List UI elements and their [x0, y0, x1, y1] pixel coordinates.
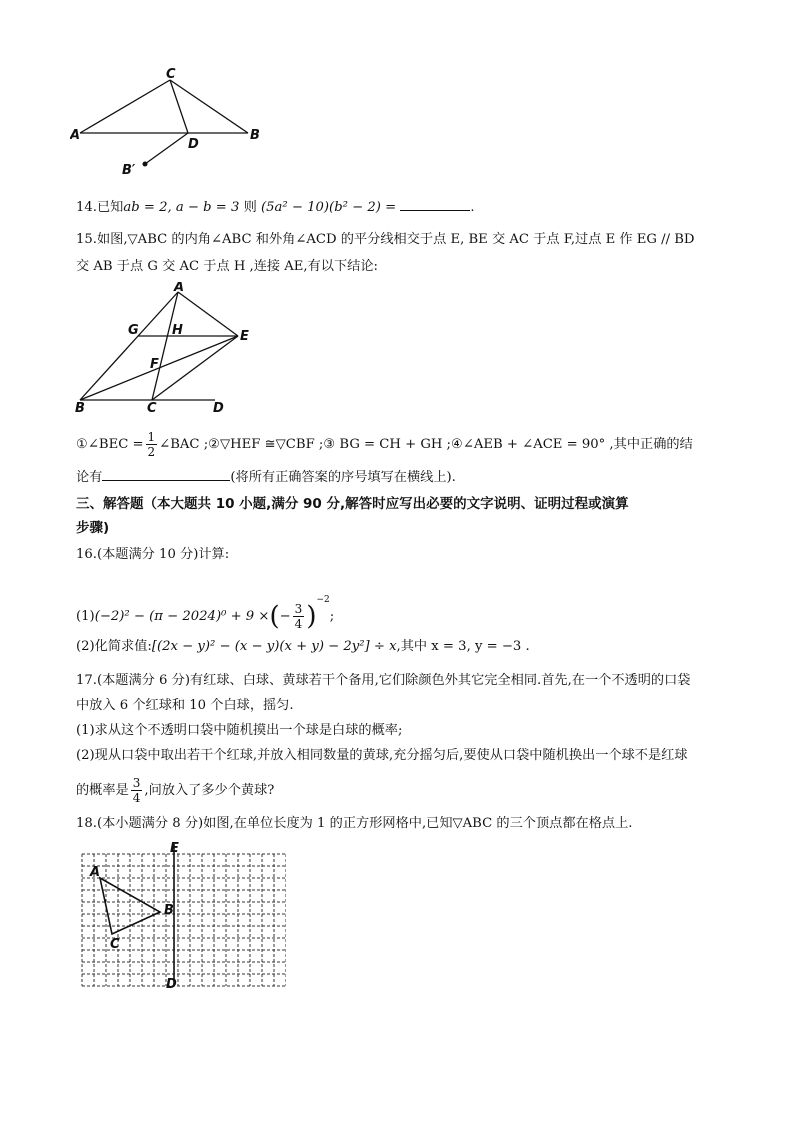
question-16-part2: (2)化简求值:[(2x − y)² − (x − y)(x + y) − 2y²] ÷ x,其中 x = 3, y = −3 . — [76, 639, 530, 654]
label-b: B — [75, 401, 85, 414]
label-c: C — [147, 401, 157, 414]
question-16-title: 16.(本题满分 10 分)计算: — [76, 547, 230, 562]
label-d: D — [166, 977, 177, 992]
figure-q18-grid — [76, 840, 286, 992]
label-h: H — [172, 323, 183, 338]
label-a: A — [90, 865, 101, 880]
question-15-answer-line: 论有 (将所有正确答案的序号填写在横线上). — [76, 466, 456, 488]
question-18-line1: 18.(本小题满分 8 分)如图,在单位长度为 1 的正方形网格中,已知▽ABC 的三个顶点都在格点上. — [76, 816, 633, 831]
label-d: D — [188, 137, 199, 152]
question-16-part1: (1)(−2)² − (π − 2024)⁰ + 9 ×(− $\frac{3}{4}$ )$^{-2}$; — [76, 595, 335, 632]
question-17-line4: (2)现从口袋中取出若干个红球,并放入相同数量的黄球,充分摇匀后,要使从口袋中随机换出一个球不是红球 — [76, 748, 688, 763]
segment-ac — [80, 80, 170, 133]
segment-cd — [170, 80, 188, 133]
fraction-three-quarters: $\frac{3}{4}$ — [294, 602, 303, 631]
label-f: F — [150, 357, 159, 372]
question-15-line2: 交 AB 于点 G 交 AC 于点 H ,连接 AE,有以下结论: — [76, 259, 379, 274]
fraction-three-quarters: $\frac{3}{4}$ — [132, 776, 141, 805]
segment-cb — [170, 80, 248, 133]
question-15-conclusions: ①∠BEC = $\frac{1}{2}$ ∠BAC ;②▽HEF ≅▽CBF ;③ BG = CH + GH ;④∠AEB + ∠ACE = 90° ,其中正确的结 — [76, 430, 693, 459]
fraction-half: $\frac{1}{2}$ — [147, 430, 156, 459]
question-17-line2: 中放入 6 个红球和 10 个白球，摇匀. — [76, 698, 294, 713]
question-17-line5: 的概率是 $\frac{3}{4}$ ,问放入了多少个黄球? — [76, 776, 275, 805]
label-e: E — [170, 841, 179, 856]
label-d: D — [213, 401, 224, 414]
question-15-line1: 15.如图,▽ABC 的内角∠ABC 和外角∠ACD 的平分线相交于点 E, BE 交 AC 于点 F,过点 E 作 EG // BD — [76, 232, 695, 247]
label-g: G — [128, 323, 139, 338]
question-17-line1: 17.(本题满分 6 分)有红球、白球、黄球若干个备用,它们除颜色外其它完全相同.首先,在一个不透明的口袋 — [76, 673, 691, 688]
section-3-heading: 三、解答题（本大题共 10 小题,满分 90 分,解答时应写出必要的文字说明、证明过程或演算 — [76, 496, 629, 512]
figure-q15 — [70, 282, 260, 414]
label-c: C — [110, 937, 120, 952]
answer-blank-14[interactable] — [400, 196, 470, 211]
answer-blank-15[interactable] — [102, 466, 230, 481]
label-a: A — [70, 128, 81, 143]
line-be — [80, 336, 238, 400]
question-17-line3: (1)求从这个不透明口袋中随机摸出一个球是白球的概率; — [76, 723, 403, 738]
line-ae — [178, 292, 238, 336]
question-14: 14.已知ab = 2, a − b = 3 则 (5a² − 10)(b² − 2) = . — [76, 196, 475, 218]
figure-q13 — [70, 66, 270, 178]
label-c: C — [166, 67, 176, 82]
label-b: B — [250, 128, 260, 143]
segment-db-prime — [145, 133, 188, 164]
line-ab — [80, 292, 178, 400]
section-3-heading-cont: 步骤) — [76, 520, 110, 536]
label-b: B — [164, 903, 174, 918]
label-a: A — [174, 282, 185, 295]
point-b-prime — [143, 162, 148, 167]
label-e: E — [240, 329, 249, 344]
label-b-prime: B′ — [122, 163, 136, 178]
